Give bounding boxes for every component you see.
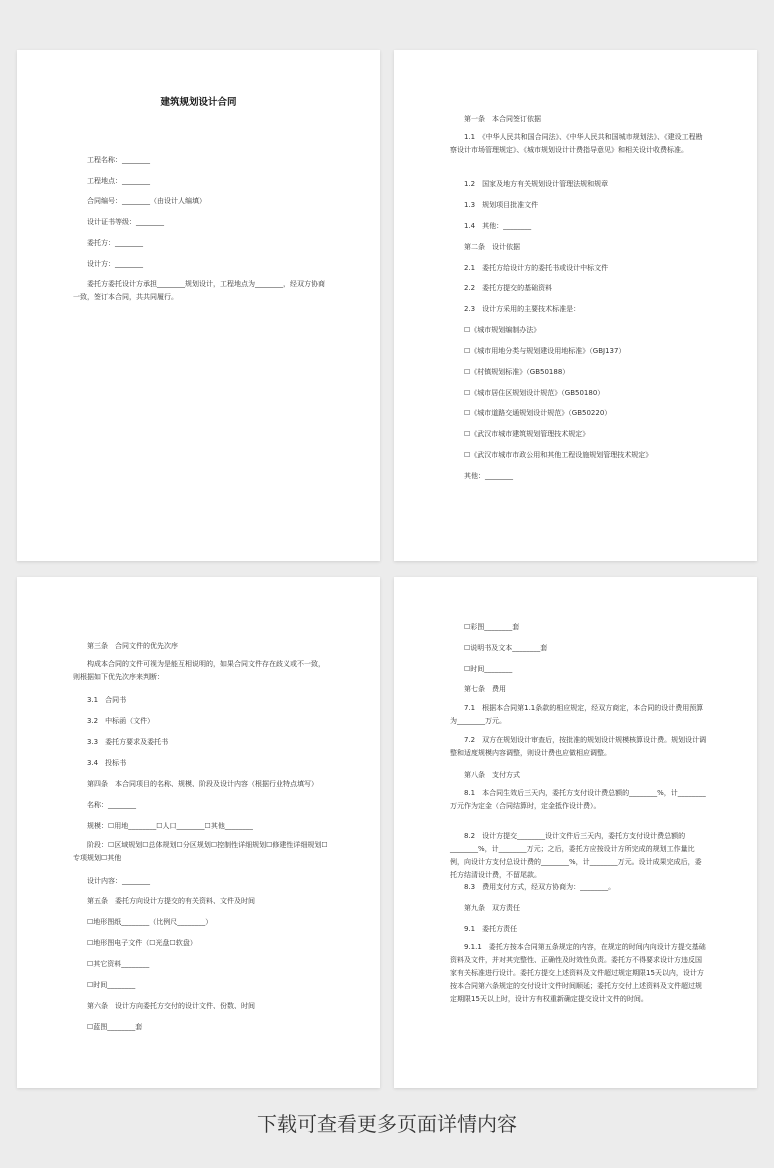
clause-1-2: 1.2 国家及地方有关规划设计管理法规和规章	[464, 180, 609, 188]
article-3-heading: 第三条 合同文件的优先次序	[87, 642, 178, 650]
standard-item: ☐《武汉市城市建筑规划管理技术规定》	[464, 430, 590, 438]
other-standard-field: 其他：________	[464, 472, 513, 480]
project-name-field: 名称：________	[87, 801, 136, 809]
clause-3-3: 3.3 委托方要求及委托书	[87, 738, 169, 746]
clause-9-1: 9.1 委托方责任	[464, 925, 518, 933]
topo-file-item: ☐地形图电子文件（☐光盘☐软盘）	[87, 939, 197, 947]
contract-title: 建筑规划设计合同	[160, 97, 237, 108]
article-9-heading: 第九条 双方责任	[464, 904, 520, 912]
article-1-heading: 第一条 本合同签订依据	[464, 115, 541, 123]
clause-2-3: 2.3 设计方采用的主要技术标准是：	[464, 305, 581, 313]
certificate-level-field: 设计证书等级：________	[87, 218, 164, 226]
scale-field: 规模：☐用地________☐人口________☐其他________	[87, 822, 253, 830]
clause-8-1: 8.1 本合同生效后三天内，委托方支付设计费总额的________%，计________万元作为定金（合同结算时，定金抵作设计费）。	[450, 789, 706, 810]
topo-map-item: ☐地形图纸________（比例尺________）	[87, 918, 213, 926]
stage-field: 阶段：☐区域规划☐总体规划☐分区规划☐控制性详细规划☐修建性详细规划☐专项规划☐其他	[73, 841, 328, 862]
clause-9-1-1: 9.1.1 委托方按本合同第五条规定的内容，在规定的时间内向设计方提交基础资料及文件，并对其完整性、正确性及时效性负责。委托方不得要求设计方违反国家有关标准进行设计。委托方提交上述资料及文件超过规定期限15天以内，设计方按本合同第六条规定的交付设计文件时间顺延；委托方交付上述资料及文件超过规定期限15天以上时，设计方有权重新确定提交设计文件的时间。	[450, 943, 706, 1003]
document-page-4	[394, 577, 757, 1088]
clause-3-1: 3.1 合同书	[87, 696, 127, 704]
standard-item: ☐《武汉市城市市政公用和其他工程设施规划管理技术规定》	[464, 451, 653, 459]
article-8-heading: 第八条 支付方式	[464, 771, 520, 779]
manual-item: ☐说明书及文本________套	[464, 644, 548, 652]
article-6-heading: 第六条 设计方向委托方交付的设计文件、份数、时间	[87, 1002, 255, 1010]
clause-7-2: 7.2 双方在规划设计审查后，按批准的规划设计规模核算设计费。规划设计调整和适度规模内容调整，则设计费也应做相应调整。	[450, 736, 707, 757]
article-2-heading: 第二条 设计依据	[464, 243, 520, 251]
intro-paragraph: 委托方委托设计方承担________规划设计，工程地点为________，经双方协商一致，签订本合同，共共同履行。	[73, 280, 325, 301]
article-5-heading: 第五条 委托方向设计方提交的有关资料、文件及时间	[87, 897, 255, 905]
clause-7-1: 7.1 根据本合同第1.1条款的相应规定，经双方商定，本合同的设计费用预算为________万元。	[450, 704, 704, 725]
article-4-heading: 第四条 本合同项目的名称、规模、阶段及设计内容（根据行业特点填写）	[87, 780, 318, 788]
clause-8-3: 8.3 费用支付方式，经双方协商为：________。	[464, 883, 616, 891]
time-item: ☐时间________	[87, 981, 136, 989]
project-location-field: 工程地点：________	[87, 177, 150, 185]
color-print-item: ☐彩图________套	[464, 623, 520, 631]
document-page-3	[17, 577, 380, 1088]
document-page-2	[394, 50, 757, 561]
standard-item: ☐《村镇规划标准》（GB50188）	[464, 368, 570, 376]
time-item: ☐时间________	[464, 665, 513, 673]
designer-field: 设计方：________	[87, 260, 143, 268]
document-page-1	[17, 50, 380, 561]
other-data-item: ☐其它资料________	[87, 960, 150, 968]
client-field: 委托方：________	[87, 239, 143, 247]
design-content-field: 设计内容：________	[87, 877, 150, 885]
clause-2-1: 2.1 委托方给设计方的委托书或设计中标文件	[464, 264, 609, 272]
clause-1-4: 1.4 其他：________	[464, 222, 532, 230]
article-3-body: 构成本合同的文件可视为是能互相说明的，如果合同文件存在歧义或不一致，则根据如下优先次序来判断：	[73, 660, 325, 681]
clause-1-3: 1.3 规划项目批准文件	[464, 201, 539, 209]
article-7-heading: 第七条 费用	[464, 685, 506, 693]
standard-item: ☐《城市用地分类与规划建设用地标准》（GBJ137）	[464, 347, 626, 355]
standard-item: ☐《城市居住区规划设计规范》（GB50180）	[464, 389, 605, 397]
project-name-field: 工程名称：________	[87, 156, 150, 164]
download-more-caption: 下载可查看更多页面详情内容	[257, 1112, 517, 1136]
standard-item: ☐《城市规划编制办法》	[464, 326, 541, 334]
clause-2-2: 2.2 委托方提交的基础资料	[464, 284, 553, 292]
blueprint-item: ☐蓝图________套	[87, 1023, 143, 1031]
contract-number-field: 合同编号：________（由设计人编填）	[87, 197, 206, 205]
clause-1-1: 1.1 《中华人民共和国合同法》、《中华人民共和国城市规划法》、《建设工程勘察设计市场管理规定》、《城市规划设计计费指导意见》和相关设计收费标准。	[450, 133, 703, 154]
clause-8-2: 8.2 设计方提交________设计文件后三天内，委托方支付设计费总额的________%，计________万元；之后，委托方应按设计方所完成的规划工作量比例，向设计方支付总设计费的________%，计________万元。设计成果完成后，委托方结清设计费，不留尾款。	[450, 832, 702, 879]
clause-3-2: 3.2 中标函（文件）	[87, 717, 155, 725]
standard-item: ☐《城市道路交通规划设计规范》（GB50220）	[464, 409, 612, 417]
clause-3-4: 3.4 投标书	[87, 759, 127, 767]
